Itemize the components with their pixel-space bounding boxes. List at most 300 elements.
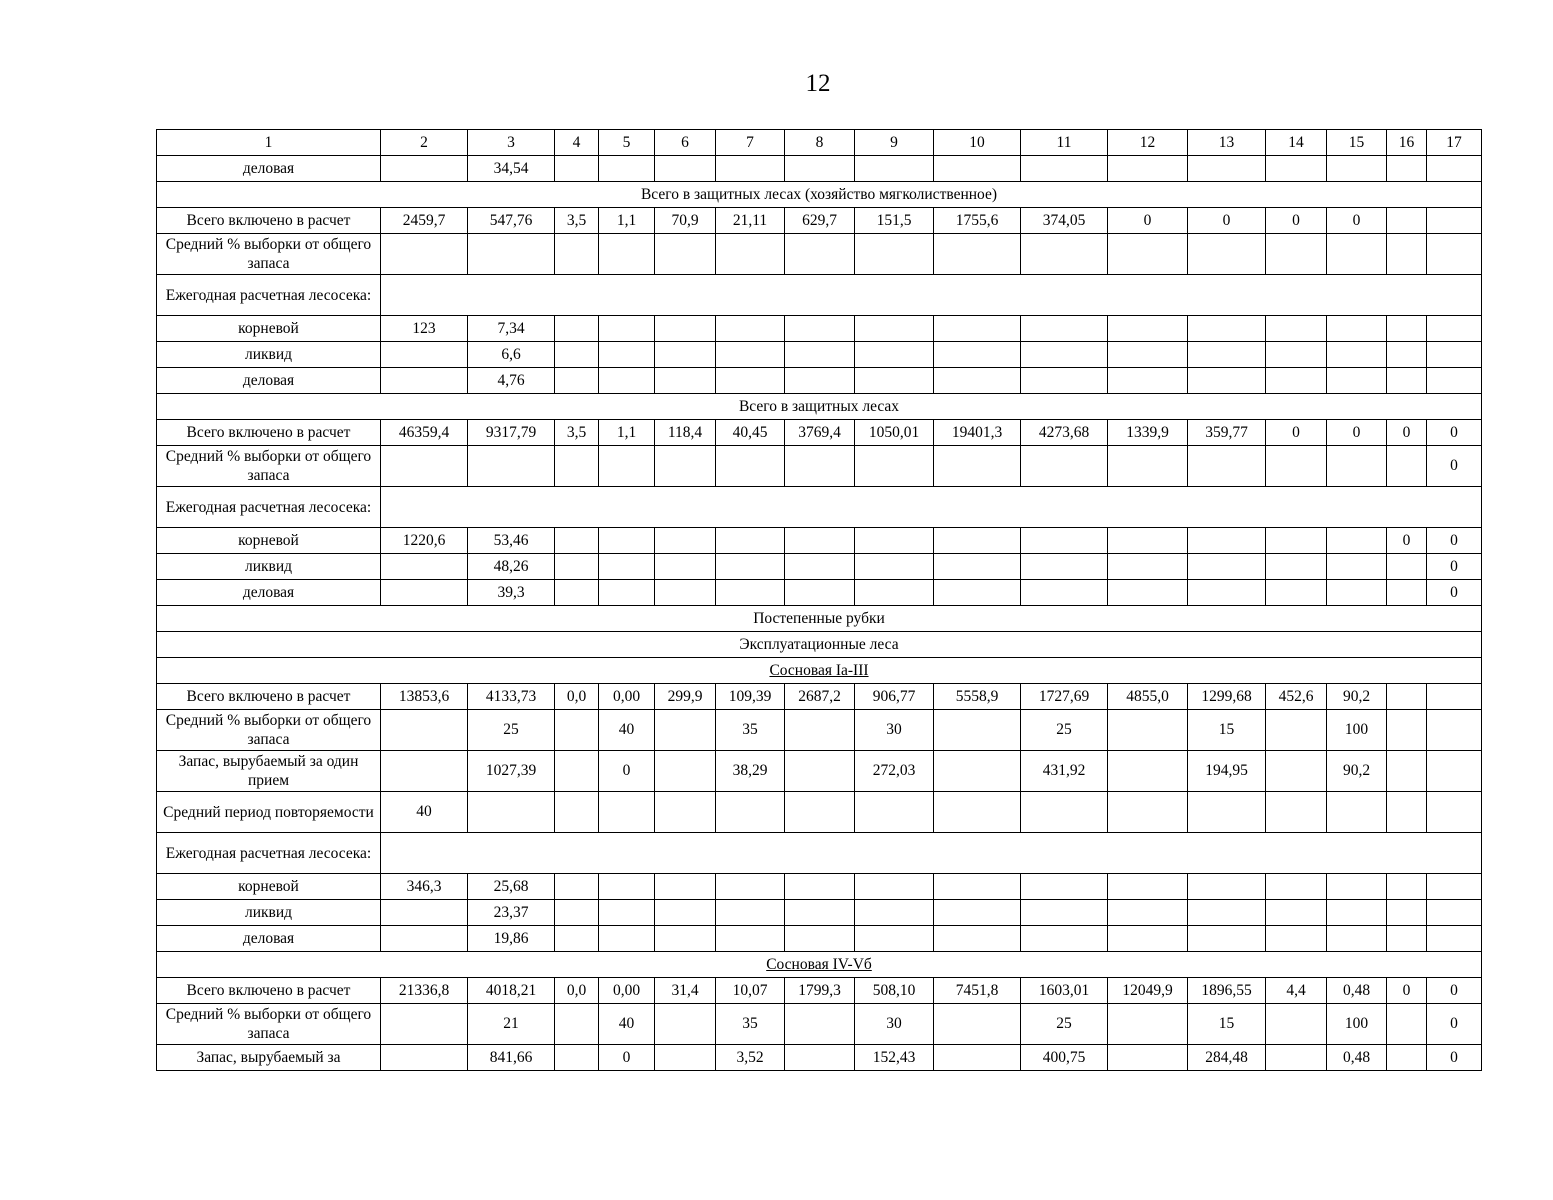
value-cell: 1339,9: [1108, 420, 1188, 446]
value-cell: [1108, 156, 1188, 182]
row-label: Средний % выборки от общего запаса: [157, 446, 381, 487]
value-cell: 30: [855, 710, 934, 751]
column-number-cell: 9: [855, 130, 934, 156]
column-number-cell: 1: [157, 130, 381, 156]
table-row: [157, 792, 1482, 833]
value-cell: [1387, 316, 1427, 342]
value-cell: [1266, 234, 1327, 275]
table-row: [157, 554, 1482, 580]
column-number-cell: 15: [1327, 130, 1387, 156]
section-title-text: Постепенные рубки: [753, 609, 885, 627]
value-cell: [555, 580, 599, 606]
value-cell: [1387, 926, 1427, 952]
value-cell: [1327, 580, 1387, 606]
value-cell: 40: [599, 1004, 655, 1045]
value-cell: [1266, 316, 1327, 342]
value-cell: 1050,01: [855, 420, 934, 446]
value-cell: [555, 446, 599, 487]
value-cell: 151,5: [855, 208, 934, 234]
value-cell: [1427, 316, 1482, 342]
value-cell: [855, 342, 934, 368]
value-cell: [1327, 900, 1387, 926]
value-cell: [655, 234, 716, 275]
value-cell: [1188, 528, 1266, 554]
value-cell: 118,4: [655, 420, 716, 446]
value-cell: [1387, 156, 1427, 182]
value-cell: [1108, 751, 1188, 792]
value-cell: [934, 751, 1021, 792]
value-cell: [468, 792, 555, 833]
value-cell: [555, 554, 599, 580]
row-label: Средний период повторяемости: [157, 792, 381, 833]
value-cell: [716, 554, 785, 580]
value-cell: [934, 1004, 1021, 1045]
value-cell: 31,4: [655, 978, 716, 1004]
value-cell: [599, 368, 655, 394]
table-row: [157, 1045, 1482, 1071]
value-cell: 4018,21: [468, 978, 555, 1004]
value-cell: [1188, 342, 1266, 368]
value-cell: [934, 900, 1021, 926]
value-cell: [1387, 208, 1427, 234]
value-cell: [1021, 792, 1108, 833]
value-cell: 100: [1327, 1004, 1387, 1045]
value-cell: [1266, 792, 1327, 833]
empty-span-cell: [381, 487, 1482, 528]
value-cell: [555, 1004, 599, 1045]
column-number-cell: 3: [468, 130, 555, 156]
value-cell: 3,5: [555, 208, 599, 234]
value-cell: [1427, 751, 1482, 792]
value-cell: [934, 316, 1021, 342]
value-cell: [716, 156, 785, 182]
value-cell: [716, 792, 785, 833]
value-cell: [555, 792, 599, 833]
empty-span-cell: [381, 275, 1482, 316]
value-cell: 0,00: [599, 978, 655, 1004]
value-cell: 4273,68: [1021, 420, 1108, 446]
value-cell: [855, 554, 934, 580]
value-cell: [1021, 446, 1108, 487]
value-cell: [468, 234, 555, 275]
value-cell: [1021, 900, 1108, 926]
value-cell: 346,3: [381, 874, 468, 900]
section-header-row: [157, 606, 1482, 632]
row-label: Ежегодная расчетная лесосека:: [157, 833, 381, 874]
value-cell: 25: [468, 710, 555, 751]
value-cell: [934, 792, 1021, 833]
section-title: [157, 658, 1482, 684]
value-cell: [785, 368, 855, 394]
value-cell: [1188, 368, 1266, 394]
table-row: [157, 710, 1482, 751]
value-cell: [381, 1045, 468, 1071]
value-cell: [1266, 580, 1327, 606]
table-row: [157, 528, 1482, 554]
value-cell: [655, 368, 716, 394]
value-cell: 38,29: [716, 751, 785, 792]
value-cell: [1188, 926, 1266, 952]
value-cell: [1266, 900, 1327, 926]
value-cell: [599, 792, 655, 833]
value-cell: [1108, 926, 1188, 952]
table-row: [157, 420, 1482, 446]
value-cell: [716, 234, 785, 275]
empty-span-cell: [381, 833, 1482, 874]
row-label: Средний % выборки от общего запаса: [157, 1004, 381, 1045]
value-cell: [655, 874, 716, 900]
value-cell: [785, 792, 855, 833]
value-cell: 0: [1427, 446, 1482, 487]
value-cell: [1021, 342, 1108, 368]
value-cell: 100: [1327, 710, 1387, 751]
value-cell: [555, 156, 599, 182]
value-cell: 123: [381, 316, 468, 342]
value-cell: 25: [1021, 710, 1108, 751]
section-title-text: Сосновая Ia-III: [769, 661, 869, 679]
value-cell: [1021, 234, 1108, 275]
value-cell: [655, 900, 716, 926]
column-number-cell: 12: [1108, 130, 1188, 156]
value-cell: [716, 926, 785, 952]
group-label-row: [157, 833, 1482, 874]
column-number-cell: 8: [785, 130, 855, 156]
value-cell: 4133,73: [468, 684, 555, 710]
value-cell: [1387, 446, 1427, 487]
value-cell: [655, 316, 716, 342]
value-cell: [1108, 368, 1188, 394]
value-cell: 21,11: [716, 208, 785, 234]
value-cell: [381, 1004, 468, 1045]
value-cell: [655, 528, 716, 554]
value-cell: [934, 554, 1021, 580]
row-label: Всего включено в расчет: [157, 208, 381, 234]
value-cell: [1108, 528, 1188, 554]
table-row: [157, 1004, 1482, 1045]
value-cell: [555, 368, 599, 394]
value-cell: [785, 1004, 855, 1045]
value-cell: [934, 580, 1021, 606]
value-cell: 1220,6: [381, 528, 468, 554]
value-cell: [381, 751, 468, 792]
table-row: [157, 751, 1482, 792]
table-row: [157, 580, 1482, 606]
value-cell: [855, 156, 934, 182]
table-row: [157, 446, 1482, 487]
value-cell: [1108, 446, 1188, 487]
value-cell: 34,54: [468, 156, 555, 182]
value-cell: [1266, 528, 1327, 554]
value-cell: [1108, 710, 1188, 751]
value-cell: [1021, 368, 1108, 394]
value-cell: [1327, 528, 1387, 554]
value-cell: [599, 156, 655, 182]
value-cell: [599, 900, 655, 926]
value-cell: 4,4: [1266, 978, 1327, 1004]
column-number-cell: 16: [1387, 130, 1427, 156]
value-cell: 25,68: [468, 874, 555, 900]
value-cell: [1427, 156, 1482, 182]
value-cell: [1387, 792, 1427, 833]
section-header-row: [157, 658, 1482, 684]
row-label: ликвид: [157, 554, 381, 580]
row-label: деловая: [157, 580, 381, 606]
value-cell: [1327, 156, 1387, 182]
value-cell: [1266, 710, 1327, 751]
table-row: [157, 156, 1482, 182]
value-cell: [655, 1045, 716, 1071]
column-number-cell: 7: [716, 130, 785, 156]
row-label: Ежегодная расчетная лесосека:: [157, 487, 381, 528]
value-cell: [1021, 554, 1108, 580]
value-cell: [1021, 316, 1108, 342]
value-cell: [1108, 900, 1188, 926]
value-cell: [1266, 1045, 1327, 1071]
value-cell: [716, 900, 785, 926]
forest-calculation-table: [156, 129, 1482, 1071]
value-cell: [1021, 874, 1108, 900]
table-body: [157, 130, 1482, 1071]
value-cell: [1021, 580, 1108, 606]
value-cell: [716, 342, 785, 368]
value-cell: [599, 874, 655, 900]
value-cell: [555, 751, 599, 792]
value-cell: 1,1: [599, 208, 655, 234]
value-cell: 629,7: [785, 208, 855, 234]
value-cell: [1266, 368, 1327, 394]
value-cell: 0,00: [599, 684, 655, 710]
value-cell: 0: [1427, 554, 1482, 580]
value-cell: 19,86: [468, 926, 555, 952]
value-cell: [1188, 446, 1266, 487]
value-cell: 0: [1108, 208, 1188, 234]
value-cell: 0: [1387, 978, 1427, 1004]
column-number-cell: 14: [1266, 130, 1327, 156]
value-cell: [381, 554, 468, 580]
group-label-row: [157, 487, 1482, 528]
value-cell: 2459,7: [381, 208, 468, 234]
value-cell: 152,43: [855, 1045, 934, 1071]
row-label: Средний % выборки от общего запаса: [157, 710, 381, 751]
value-cell: [934, 926, 1021, 952]
value-cell: [934, 342, 1021, 368]
value-cell: 0: [1387, 528, 1427, 554]
value-cell: [1188, 580, 1266, 606]
row-label: Средний % выборки от общего запаса: [157, 234, 381, 275]
value-cell: [1387, 234, 1427, 275]
value-cell: 299,9: [655, 684, 716, 710]
value-cell: [1108, 554, 1188, 580]
value-cell: [716, 316, 785, 342]
value-cell: [655, 1004, 716, 1045]
row-label: ликвид: [157, 342, 381, 368]
value-cell: [555, 926, 599, 952]
value-cell: [934, 874, 1021, 900]
value-cell: [855, 874, 934, 900]
table-row: [157, 874, 1482, 900]
value-cell: 1896,55: [1188, 978, 1266, 1004]
value-cell: 21336,8: [381, 978, 468, 1004]
value-cell: [1387, 710, 1427, 751]
value-cell: 19401,3: [934, 420, 1021, 446]
row-label: ликвид: [157, 900, 381, 926]
section-title: [157, 606, 1482, 632]
value-cell: [599, 342, 655, 368]
value-cell: [785, 234, 855, 275]
value-cell: [1188, 316, 1266, 342]
value-cell: [655, 710, 716, 751]
section-title-text: Всего в защитных лесах: [738, 397, 900, 415]
table-row: [157, 208, 1482, 234]
value-cell: 0,48: [1327, 1045, 1387, 1071]
value-cell: [381, 368, 468, 394]
value-cell: 0: [1427, 978, 1482, 1004]
value-cell: [855, 446, 934, 487]
value-cell: 0,0: [555, 978, 599, 1004]
value-cell: 0: [599, 751, 655, 792]
value-cell: [655, 580, 716, 606]
page-number: 12: [805, 70, 831, 97]
value-cell: [1387, 580, 1427, 606]
row-label: Ежегодная расчетная лесосека:: [157, 275, 381, 316]
table-row: [157, 926, 1482, 952]
value-cell: [1427, 792, 1482, 833]
value-cell: [655, 554, 716, 580]
value-cell: 452,6: [1266, 684, 1327, 710]
value-cell: 194,95: [1188, 751, 1266, 792]
row-label: Всего включено в расчет: [157, 978, 381, 1004]
value-cell: [381, 234, 468, 275]
value-cell: 4,76: [468, 368, 555, 394]
value-cell: 1027,39: [468, 751, 555, 792]
value-cell: [555, 900, 599, 926]
value-cell: [655, 446, 716, 487]
value-cell: 0: [1427, 1045, 1482, 1071]
value-cell: [1427, 342, 1482, 368]
value-cell: [785, 554, 855, 580]
value-cell: [1387, 751, 1427, 792]
row-label: деловая: [157, 156, 381, 182]
value-cell: [716, 368, 785, 394]
value-cell: [785, 710, 855, 751]
value-cell: 15: [1188, 1004, 1266, 1045]
value-cell: 0: [1266, 420, 1327, 446]
value-cell: [934, 234, 1021, 275]
value-cell: 400,75: [1021, 1045, 1108, 1071]
column-number-cell: 17: [1427, 130, 1482, 156]
value-cell: [1327, 926, 1387, 952]
value-cell: [785, 874, 855, 900]
value-cell: [381, 900, 468, 926]
value-cell: [381, 156, 468, 182]
value-cell: 547,76: [468, 208, 555, 234]
table-row: [157, 978, 1482, 1004]
value-cell: [1108, 316, 1188, 342]
value-cell: [934, 528, 1021, 554]
value-cell: [1188, 900, 1266, 926]
value-cell: [1387, 900, 1427, 926]
value-cell: [1427, 874, 1482, 900]
value-cell: [855, 528, 934, 554]
value-cell: 359,77: [1188, 420, 1266, 446]
value-cell: [1327, 874, 1387, 900]
value-cell: 39,3: [468, 580, 555, 606]
value-cell: 0: [1188, 208, 1266, 234]
value-cell: [1188, 156, 1266, 182]
value-cell: [381, 710, 468, 751]
value-cell: [1387, 554, 1427, 580]
table-row: [157, 316, 1482, 342]
value-cell: [785, 1045, 855, 1071]
column-number-cell: 5: [599, 130, 655, 156]
value-cell: [716, 874, 785, 900]
value-cell: [1188, 554, 1266, 580]
value-cell: [1427, 926, 1482, 952]
value-cell: [1387, 342, 1427, 368]
value-cell: 1799,3: [785, 978, 855, 1004]
value-cell: [1327, 368, 1387, 394]
value-cell: 0: [599, 1045, 655, 1071]
value-cell: [785, 528, 855, 554]
value-cell: [1021, 926, 1108, 952]
group-label-row: [157, 275, 1482, 316]
value-cell: [934, 710, 1021, 751]
table-row: [157, 234, 1482, 275]
value-cell: [1188, 874, 1266, 900]
value-cell: 1,1: [599, 420, 655, 446]
value-cell: [1266, 342, 1327, 368]
value-cell: 3769,4: [785, 420, 855, 446]
value-cell: 0: [1427, 420, 1482, 446]
value-cell: [599, 316, 655, 342]
value-cell: 90,2: [1327, 751, 1387, 792]
section-title: [157, 632, 1482, 658]
value-cell: [1327, 792, 1387, 833]
column-number-cell: 10: [934, 130, 1021, 156]
value-cell: [1108, 342, 1188, 368]
value-cell: [1327, 554, 1387, 580]
value-cell: 40: [599, 710, 655, 751]
value-cell: [1387, 874, 1427, 900]
value-cell: 30: [855, 1004, 934, 1045]
value-cell: [785, 900, 855, 926]
value-cell: [1427, 234, 1482, 275]
value-cell: 2687,2: [785, 684, 855, 710]
value-cell: [1266, 554, 1327, 580]
section-header-row: [157, 182, 1482, 208]
value-cell: [381, 446, 468, 487]
value-cell: 40: [381, 792, 468, 833]
value-cell: [599, 446, 655, 487]
value-cell: [1387, 368, 1427, 394]
value-cell: 3,5: [555, 420, 599, 446]
section-title-text: Эксплуатационные леса: [739, 635, 899, 653]
value-cell: 21: [468, 1004, 555, 1045]
value-cell: 9317,79: [468, 420, 555, 446]
row-label: деловая: [157, 368, 381, 394]
value-cell: 272,03: [855, 751, 934, 792]
value-cell: 0: [1327, 420, 1387, 446]
value-cell: [1108, 1004, 1188, 1045]
table-row: [157, 368, 1482, 394]
value-cell: [1108, 1045, 1188, 1071]
value-cell: [555, 874, 599, 900]
value-cell: [785, 156, 855, 182]
value-cell: [1327, 342, 1387, 368]
value-cell: [381, 342, 468, 368]
value-cell: [1266, 926, 1327, 952]
value-cell: 1727,69: [1021, 684, 1108, 710]
